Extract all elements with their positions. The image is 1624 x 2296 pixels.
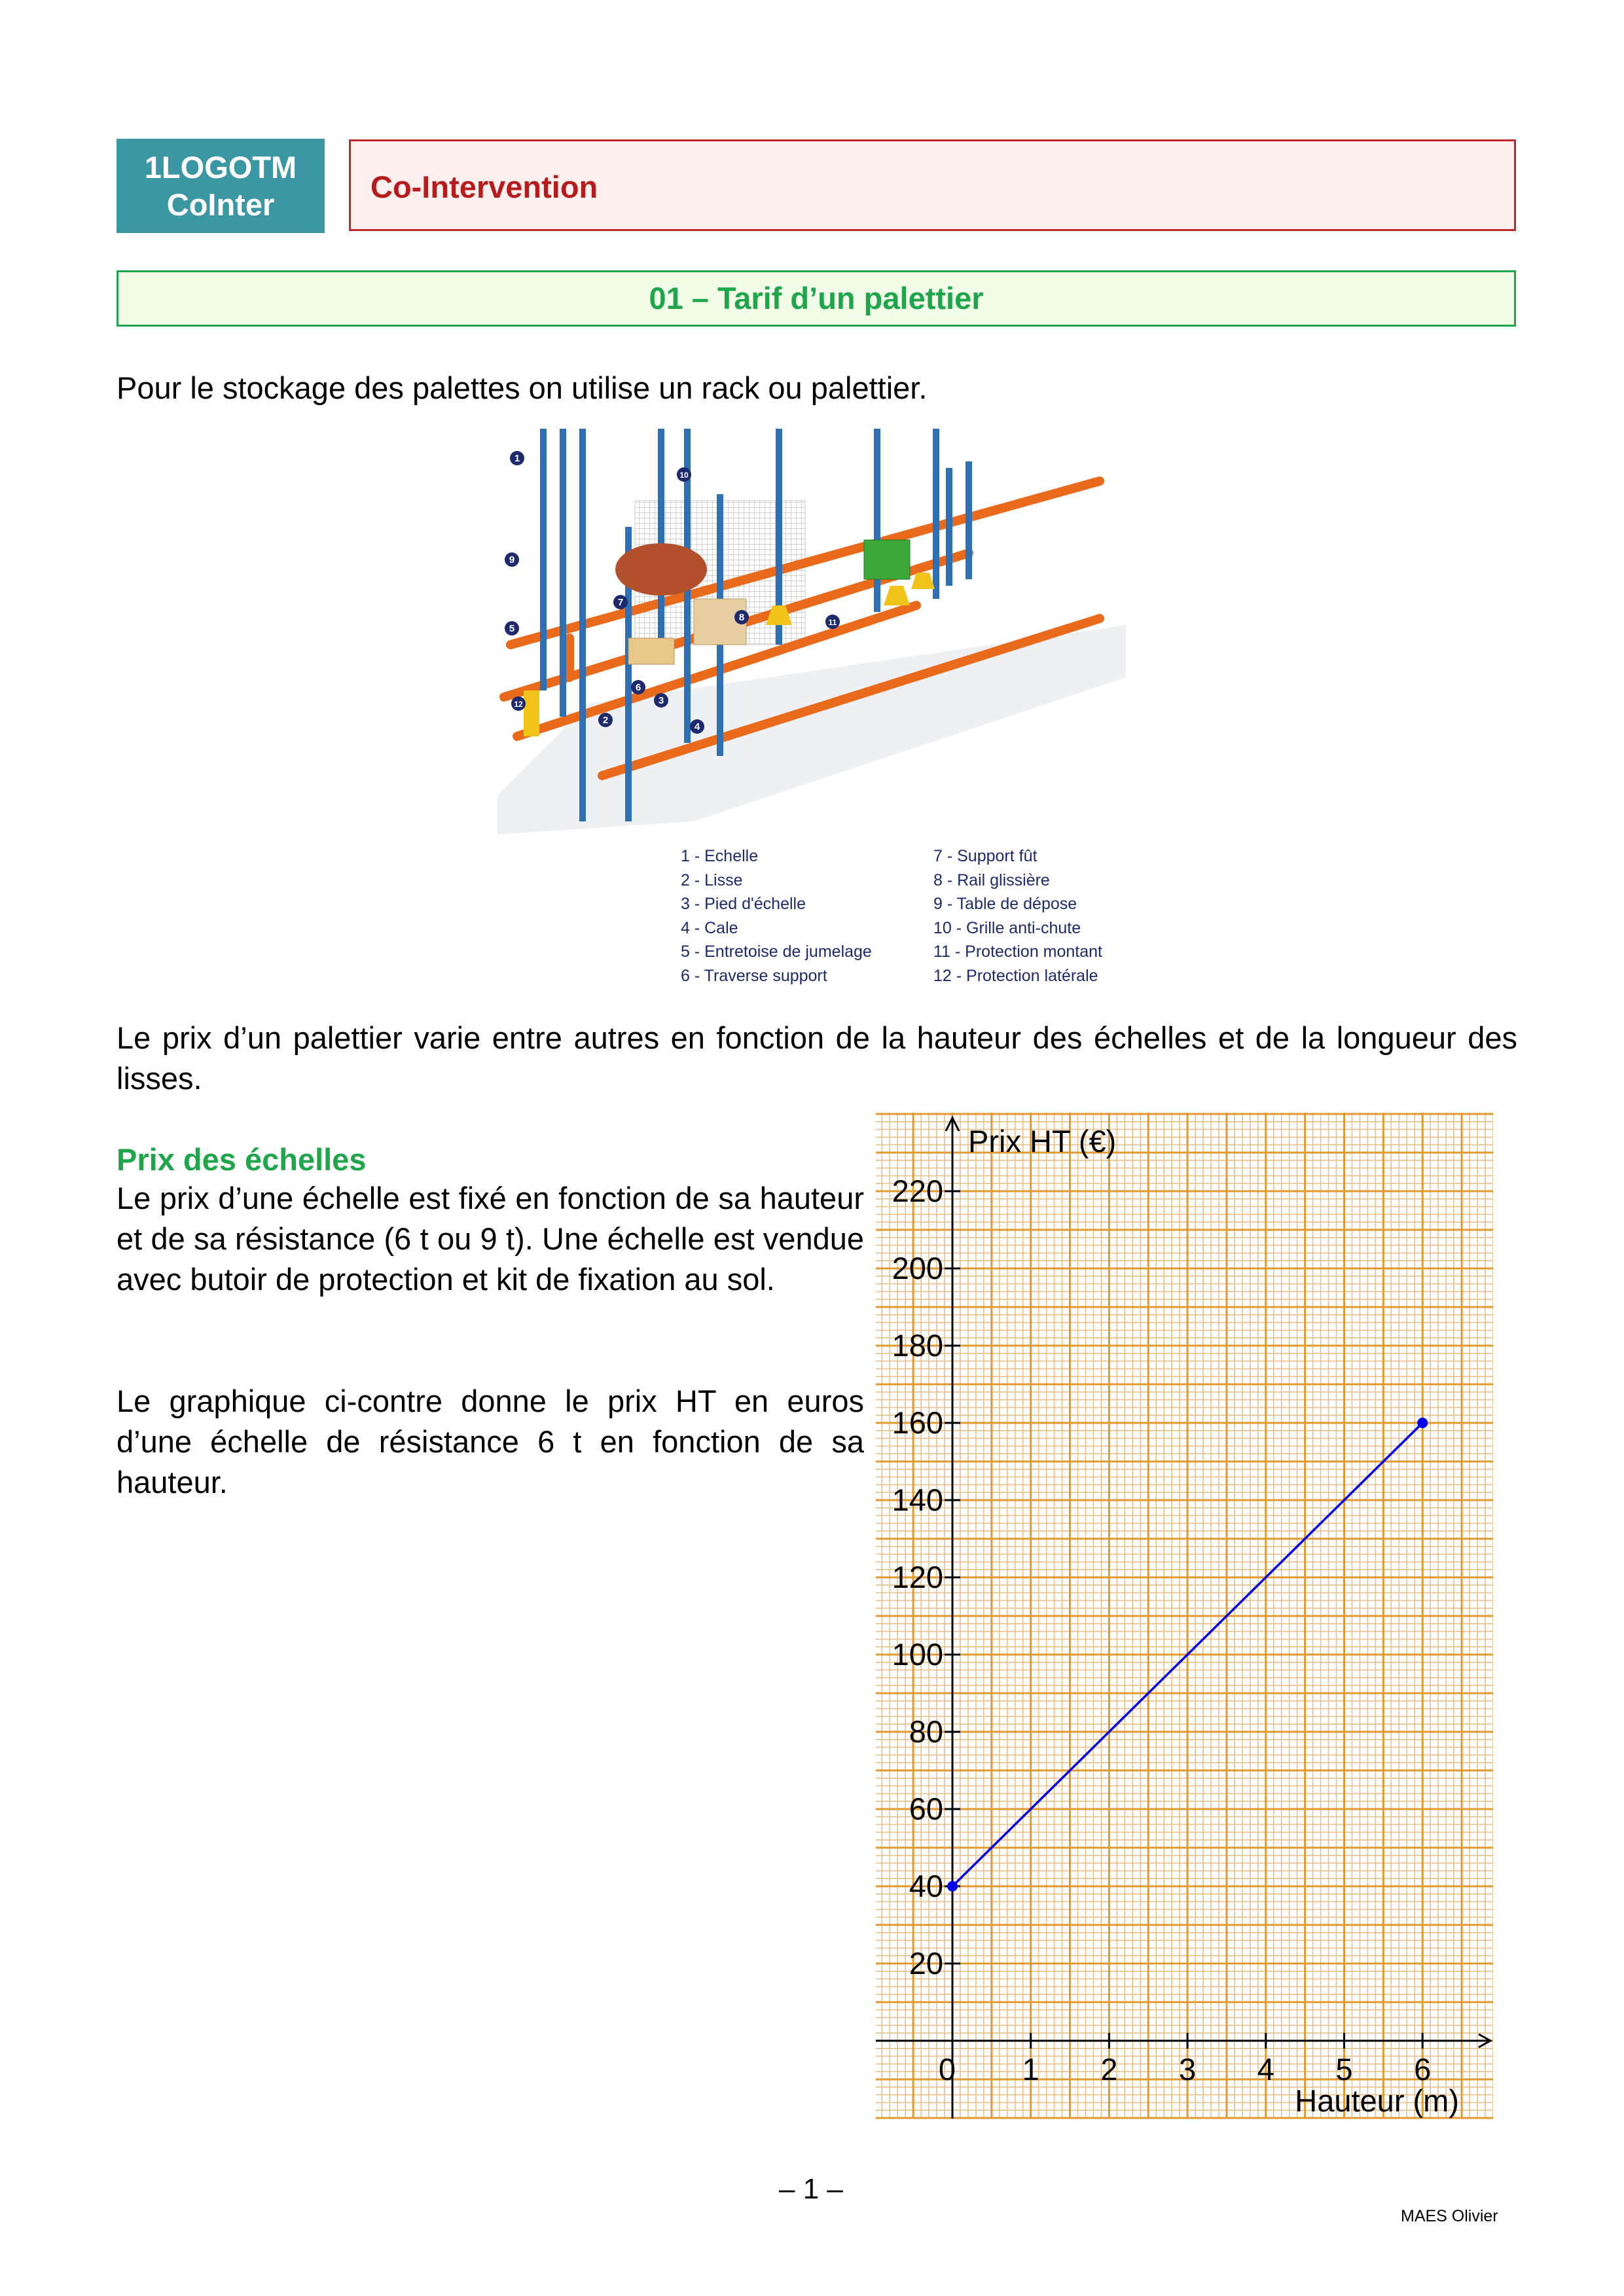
callout-7	[613, 595, 628, 609]
section-title: Prix des échelles	[117, 1142, 367, 1177]
section-paragraph-1: Le prix d’une échelle est fixé en fonction de sa hauteur et de sa résistance (6 t ou 9 t). Une échelle est vendue avec butoir de protection et kit de fixation au sol.	[117, 1181, 864, 1297]
callout-5	[505, 621, 519, 636]
x-axis-label: Hauteur (m)	[1295, 2083, 1459, 2118]
callout-6	[631, 680, 645, 694]
legend-item: 9 - Table de dépose	[933, 895, 1077, 913]
svg-text:12: 12	[514, 700, 523, 709]
pallet	[628, 638, 674, 664]
data-point	[947, 1881, 958, 1892]
legend-item: 3 - Pied d'échelle	[681, 895, 806, 913]
legend-left	[681, 844, 872, 988]
legend-item: 1 - Echelle	[681, 847, 759, 865]
legend-item: 5 - Entretoise de jumelage	[681, 942, 872, 961]
legend-item: 12 - Protection latérale	[933, 966, 1098, 985]
x-tick-label: 2	[1100, 2052, 1118, 2087]
author: MAES Olivier	[1401, 2207, 1498, 2225]
price-chart	[871, 1106, 1493, 2121]
svg-text:6: 6	[635, 682, 641, 693]
svg-text:7: 7	[617, 597, 624, 608]
green-crate	[864, 540, 910, 579]
class-subject: CoInter	[166, 187, 275, 222]
course-title: Co-Intervention	[370, 170, 598, 204]
callout-1	[510, 451, 524, 465]
callout-4	[690, 719, 704, 734]
price-paragraph: Le prix d’un palettier varie entre autres en fonction de la hauteur des échelles et de la longueur des lisses.	[117, 1020, 1517, 1096]
y-tick-label: 80	[909, 1714, 943, 1749]
floor-shadow	[497, 625, 1126, 834]
legend-item: 4 - Cale	[681, 918, 738, 937]
legend-item: 10 - Grille anti-chute	[933, 918, 1081, 937]
drum	[615, 543, 707, 596]
course-banner	[349, 139, 1516, 231]
y-tick-label: 40	[909, 1869, 943, 1903]
y-tick-label: 220	[892, 1174, 943, 1208]
callout-10	[677, 467, 691, 482]
x-tick-label: 0	[938, 2052, 956, 2087]
svg-text:5: 5	[509, 623, 515, 634]
svg-text:9: 9	[509, 554, 515, 565]
ticks	[892, 1174, 1432, 2087]
exercise-title: 01 – Tarif d’un palettier	[117, 270, 1516, 327]
x-tick-label: 5	[1335, 2052, 1353, 2087]
callout-9	[505, 552, 519, 567]
callout-8	[734, 610, 749, 624]
y-axis-label: Prix HT (€)	[968, 1124, 1117, 1158]
svg-text:11: 11	[828, 618, 837, 627]
legend-item: 8 - Rail glissière	[933, 870, 1050, 889]
callout-3	[654, 693, 668, 708]
svg-text:8: 8	[738, 612, 745, 623]
svg-text:1: 1	[514, 453, 520, 464]
x-tick-label: 4	[1257, 2052, 1274, 2087]
page-number: – 1 –	[779, 2173, 843, 2205]
legend-right	[933, 844, 1102, 988]
legend-item: 11 - Protection montant	[933, 942, 1103, 961]
svg-text:10: 10	[679, 471, 689, 480]
svg-text:3: 3	[658, 695, 664, 706]
callout-11	[825, 615, 840, 629]
y-tick-label: 140	[892, 1482, 943, 1517]
legend-item: 6 - Traverse support	[681, 966, 827, 985]
class-code: 1LOGOTM	[144, 150, 297, 185]
x-tick-label: 6	[1414, 2052, 1432, 2087]
y-tick-label: 200	[892, 1251, 943, 1285]
svg-text:2: 2	[602, 715, 609, 726]
x-tick-label: 3	[1179, 2052, 1197, 2087]
section-paragraph-2: Le graphique ci-contre donne le prix HT en euros d’une échelle de résistance 6 t en fonction de sa hauteur.	[117, 1384, 864, 1499]
y-tick-label: 100	[892, 1637, 943, 1672]
data-point	[1417, 1418, 1428, 1428]
svg-text:4: 4	[694, 721, 700, 732]
callout-12	[511, 696, 526, 711]
rack-illustration	[497, 429, 1126, 834]
legend-item: 7 - Support fût	[933, 847, 1038, 865]
class-badge	[117, 139, 325, 233]
x-tick-label: 1	[1022, 2052, 1039, 2087]
legend-item: 2 - Lisse	[681, 870, 743, 889]
y-tick-label: 160	[892, 1405, 943, 1440]
intro-text: Pour le stockage des palettes on utilise un rack ou palettier.	[117, 370, 928, 405]
y-tick-label: 180	[892, 1328, 943, 1363]
y-tick-label: 60	[909, 1791, 943, 1826]
y-tick-label: 20	[909, 1946, 943, 1981]
callout-2	[598, 713, 613, 727]
y-tick-label: 120	[892, 1560, 943, 1594]
